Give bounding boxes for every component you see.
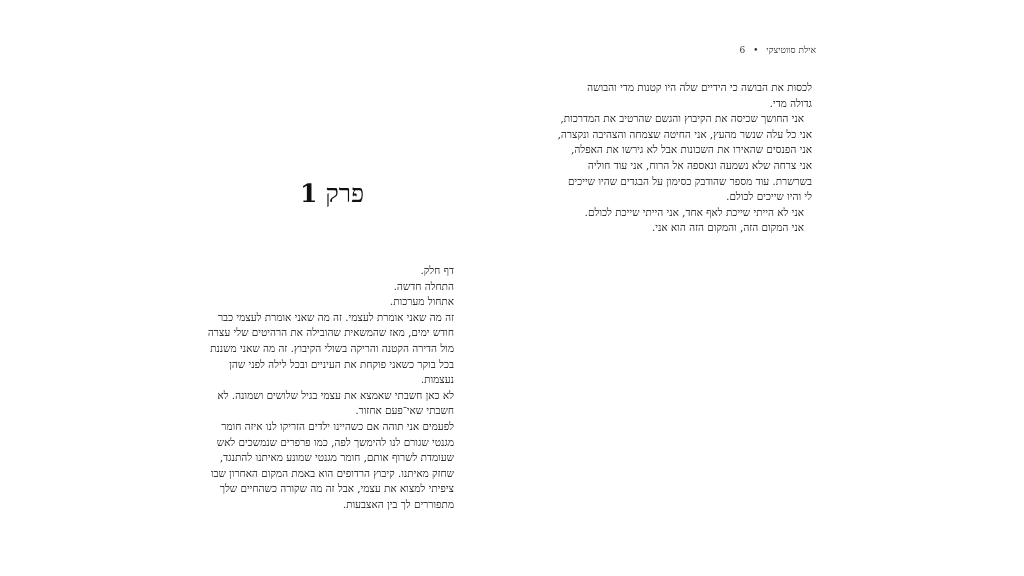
body-line: לכסות את הבושה כי הידיים שלה היו קטנות מדי והבושה (587, 82, 812, 94)
body-line: דף חלק. (420, 265, 454, 277)
chapter-number: 1 (300, 179, 318, 208)
body-line: אתחול מערכות. (389, 296, 454, 309)
chapter-word: פרק (325, 179, 365, 208)
running-header (739, 44, 816, 58)
body-line: שחזק מאיתנו. קיבוץ הרדופים הוא באמת המקום האחרון שבו (210, 467, 454, 480)
body-line: לא כאן חשבתי שאמצא את עצמי בגיל שלושים ושמונה. לא (217, 389, 454, 402)
body-line: חשבתי שאי־פעם אחזור. (355, 405, 454, 418)
body-line: אני הפנסים שהאירו את השכונות אבל לא גירשו את האפלה, (571, 144, 812, 157)
body-line: ציפיתי למצוא את עצמי, אבל זה מה שקורה כשהחיים שלך (219, 483, 454, 496)
body-line: מתפוררים לך בין האצבעות. (342, 498, 454, 511)
body-line: חודש ימים, מאז שהמשאית שהובילה את הרהיטים שלי עצרה (207, 327, 454, 340)
body-line: זה מה שאני אומרת לעצמי. זה מה שאני אומרת לעצמי כבר (217, 311, 454, 324)
right-page (512, 0, 1024, 576)
body-line: לי והיו שייכים לכולם. (726, 191, 812, 204)
prologue-text (557, 81, 812, 237)
chapter-title (300, 178, 364, 210)
body-line: שעומדת לשרוף אותם, חומר מגנטי שמונע מאיתנו להתנגד, (219, 452, 454, 465)
body-line: בשרשרת. עוד מספר שהודבק כסימון על הבגדים שהיו שייכים (567, 175, 812, 188)
page-number: 6 (739, 46, 746, 56)
chapter-body-text (207, 264, 454, 514)
body-line: אני צרחה שלא נשמעה ונאספה אל הרוח, אני עוד חוליה (587, 159, 812, 172)
body-line: נעצמות. (420, 374, 454, 387)
body-line: אני המקום הזה, והמקום הזה הוא אני. (651, 222, 804, 235)
body-line: בכל בוקר כשאני פוקחת את העיניים ובכל לילה לפני שהן (229, 358, 454, 371)
body-line: לפעמים אני תוהה אם כשהיינו ילדים הזריקו לנו איזה חומר (221, 420, 454, 433)
body-line: אני לא הייתי שייכת לאף אחד, אני הייתי שייכת לכולם. (584, 206, 804, 219)
body-line: אני החושך שכיסה את הקיבוץ והגשם שהרטיב את המדרכות, (560, 113, 804, 126)
header-separator: • (753, 46, 759, 56)
author-name: אילת סווטיצקי (766, 46, 816, 56)
body-line: התחלה חדשה. (393, 280, 454, 293)
body-line: אני כל עלה שנשר מהעץ, אני החיטה שצמחה והצהיבה ונקצרה, (557, 128, 812, 141)
body-line: מול הדירה הקטנה והריקה בשולי הקיבוץ. זה מה שאני משננת (210, 342, 454, 355)
body-line: מגנטי שגורם לנו להימשך לפה, כמו פרפרים שנמשכים לאש (216, 436, 454, 449)
body-line: גדולה מדי. (769, 97, 812, 110)
